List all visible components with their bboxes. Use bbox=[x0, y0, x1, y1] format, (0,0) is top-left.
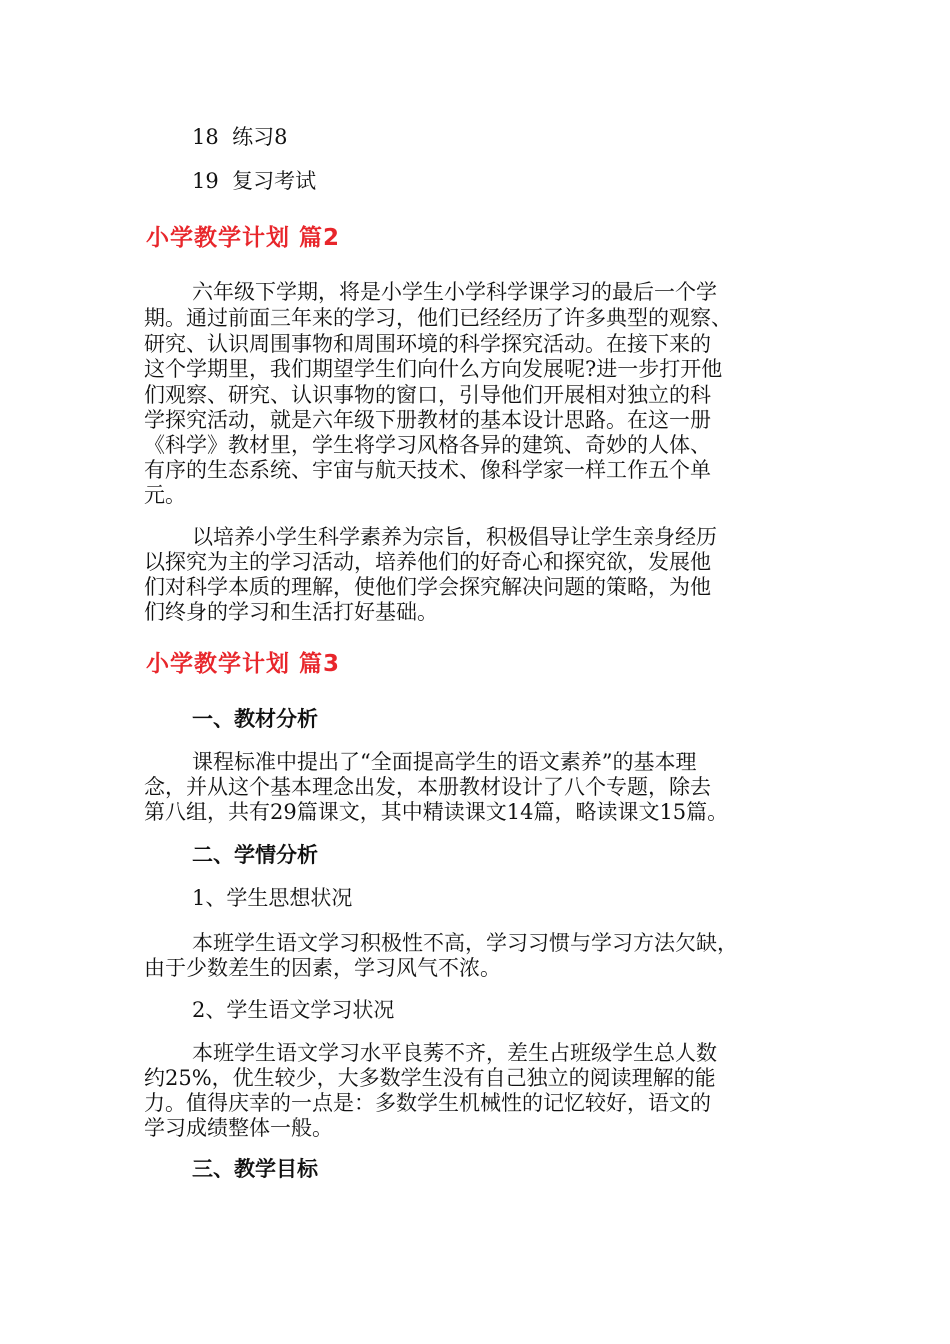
list-item-heading: 1、学生思想状况 bbox=[192, 886, 353, 910]
paragraph-line: 约25%，优生较少，大多数学生没有自己独立的阅读理解的能 bbox=[144, 1066, 716, 1090]
paragraph-line: 研究、认识周围事物和周围环境的科学探究活动。在接下来的 bbox=[144, 332, 711, 356]
paragraph-line: 六年级下学期，将是小学生小学科学课学习的最后一个学 bbox=[192, 280, 717, 304]
subsection-heading: 三、教学目标 bbox=[192, 1157, 318, 1181]
paragraph-line: 有序的生态系统、宇宙与航天技术、像科学家一样工作五个单 bbox=[144, 458, 711, 482]
list-item-heading: 2、学生语文学习状况 bbox=[192, 998, 395, 1022]
toc-item-number: 18 bbox=[192, 125, 219, 149]
paragraph-line: 这个学期里，我们期望学生们向什么方向发展呢?进一步打开他 bbox=[144, 357, 723, 381]
paragraph-line: 以培养小学生科学素养为宗旨，积极倡导让学生亲身经历 bbox=[192, 525, 717, 549]
paragraph-line: 以探究为主的学习活动，培养他们的好奇心和探究欲，发展他 bbox=[144, 550, 711, 574]
subsection-heading: 一、教材分析 bbox=[192, 707, 318, 731]
paragraph-line: 期。通过前面三年来的学习，他们已经经历了许多典型的观察、 bbox=[144, 306, 732, 330]
paragraph-line: 《科学》教材里，学生将学习风格各异的建筑、奇妙的人体、 bbox=[144, 433, 711, 457]
toc-item bbox=[192, 168, 316, 194]
section-heading-3: 小学教学计划 篇3 bbox=[146, 651, 341, 677]
paragraph-line: 们终身的学习和生活打好基础。 bbox=[144, 600, 438, 624]
paragraph-line: 本班学生语文学习水平良莠不齐，差生占班级学生总人数 bbox=[192, 1041, 717, 1065]
subsection-heading: 二、学情分析 bbox=[192, 843, 318, 867]
paragraph-line: 元。 bbox=[144, 483, 186, 507]
paragraph-line: 由于少数差生的因素，学习风气不浓。 bbox=[144, 956, 501, 980]
paragraph-line: 们对科学本质的理解，使他们学会探究解决问题的策略，为他 bbox=[144, 575, 711, 599]
paragraph-line: 第八组，共有29篇课文，其中精读课文14篇，略读课文15篇。 bbox=[144, 800, 729, 824]
paragraph-line: 课程标准中提出了“全面提高学生的语文素养”的基本理 bbox=[192, 750, 697, 774]
section-heading-2: 小学教学计划 篇2 bbox=[146, 225, 341, 251]
paragraph-line: 本班学生语文学习积极性不高，学习习惯与学习方法欠缺， bbox=[192, 931, 738, 955]
toc-item-label: 练习8 bbox=[232, 125, 288, 149]
paragraph-line: 力。值得庆幸的一点是：多数学生机械性的记忆较好，语文的 bbox=[144, 1091, 711, 1115]
paragraph-line: 学习成绩整体一般。 bbox=[144, 1116, 333, 1140]
paragraph-line: 学探究活动，就是六年级下册教材的基本设计思路。在这一册 bbox=[144, 408, 711, 432]
paragraph-line: 念，并从这个基本理念出发，本册教材设计了八个专题，除去 bbox=[144, 775, 711, 799]
toc-item-label: 复习考试 bbox=[232, 169, 317, 193]
toc-item bbox=[192, 124, 287, 150]
paragraph-line: 们观察、研究、认识事物的窗口，引导他们开展相对独立的科 bbox=[144, 383, 711, 407]
toc-item-number: 19 bbox=[192, 169, 219, 193]
